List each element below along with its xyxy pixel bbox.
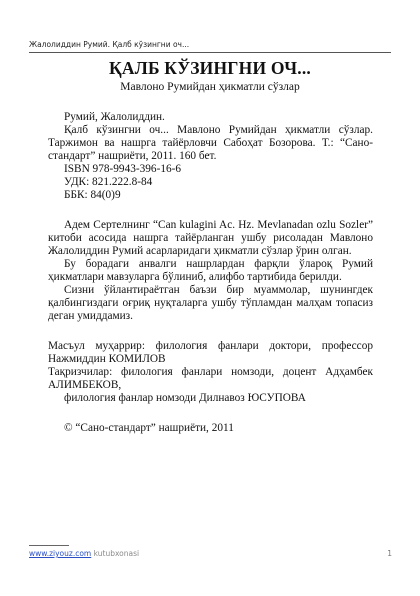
bbk-line: ББК: 84(0)9 xyxy=(64,189,121,201)
footer-suffix: kutubxonasi xyxy=(93,549,140,558)
header-divider xyxy=(29,52,391,53)
editor-credit: Масъул муҳаррир: филология фанлари доктори, профессор Нажмиддин КОМИЛОВ xyxy=(48,340,373,365)
copyright-line: © “Сано-стандарт” нашриёти, 2011 xyxy=(64,422,234,434)
page-number: 1 xyxy=(387,549,392,558)
book-title: ҚАЛБ КЎЗИНГНИ ОЧ... xyxy=(109,58,311,78)
reviewers-credit: Тақризчилар: филология фанлари номзоди, доцент Адҳамбек АЛИМБЕКОВ, xyxy=(48,366,373,391)
reviewer-credit: филология фанлар номзоди Дилнавоз ЮСУПОВА xyxy=(64,392,306,404)
running-header: Жалолиддин Румий. Қалб кўзингни оч... xyxy=(29,40,190,49)
udk-line: УДК: 821.222.8-84 xyxy=(64,176,153,188)
bibliography-author: Румий, Жалолиддин. xyxy=(64,111,165,123)
bibliography-description: Қалб кўзингни оч... Мавлоно Румийдан ҳикматли сўзлар. Таржимон ва нашрга тайёрловчи Сабоҳат Бозорова. Т.: “Сано-стандарт” нашриёти, 2011. 160 бет. xyxy=(48,124,373,162)
ziyouz-link[interactable]: www.ziyouz.com xyxy=(29,549,92,558)
isbn-line: ISBN 978-9943-396-16-6 xyxy=(64,163,182,175)
annotation-paragraph: Бу борадаги анвалги нашрлардан фарқли ўлароқ Румий ҳикматлари мавзуларга бўлиниб, алифбо тартибида берилди. xyxy=(48,258,373,283)
annotation-paragraph: Сизни ўйлантираётган баъзи бир муаммолар, шунингдек қалбингиздаги оғриқ нуқталарга ушбу тўпламдан малҳам топасиз деган умиддамиз. xyxy=(48,284,373,322)
page-content xyxy=(48,111,373,435)
book-subtitle: Мавлоно Румийдан ҳикматли сўзлар xyxy=(120,81,300,93)
footer-source xyxy=(29,549,139,558)
annotation-paragraph: Адем Сертелнинг “Can kulagini Ac. Hz. Mevlanadan ozlu Sozler” китоби асосида нашрга тайёрланган ушбу рисоладан Мавлоно Жалолиддин Румий асарларидаги ҳикматли сўзлар ўрин олган. xyxy=(48,219,373,257)
footer-divider xyxy=(29,545,69,546)
